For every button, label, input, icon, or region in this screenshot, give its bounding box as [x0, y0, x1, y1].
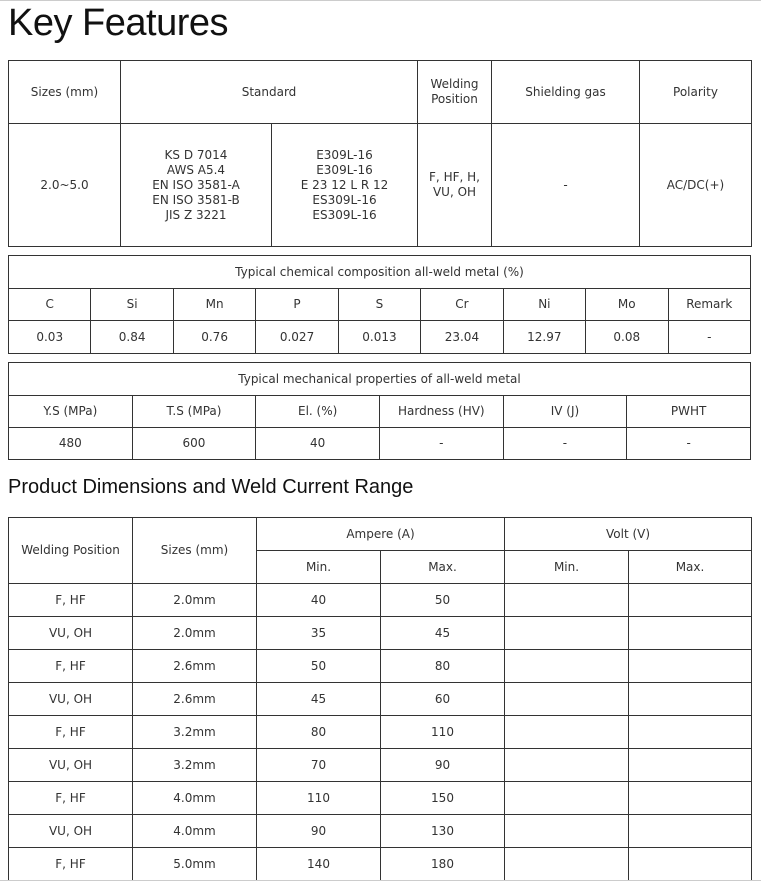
mech-header: T.S (MPa) [132, 396, 256, 428]
dim-header-position: Welding Position [9, 518, 133, 584]
row-amp-max: 90 [381, 749, 505, 782]
page-title: Key Features [8, 2, 228, 44]
chemical-table [8, 255, 751, 354]
row-volt-min [505, 650, 629, 683]
row-amp-min: 50 [257, 650, 381, 683]
row-position: VU, OH [9, 815, 133, 848]
table-row [9, 815, 752, 848]
row-volt-max [629, 716, 752, 749]
row-volt-max [629, 749, 752, 782]
header-standard: Standard [121, 61, 418, 124]
chem-value: 23.04 [421, 321, 503, 354]
value-welding-position: F, HF, H, VU, OH [418, 124, 492, 247]
row-volt-min [505, 716, 629, 749]
classification-item: ES309L-16 [312, 192, 377, 207]
dim-header-volt-max: Max. [629, 551, 752, 584]
chem-value: - [668, 321, 751, 354]
chem-header: Mn [173, 289, 255, 321]
mech-header: PWHT [627, 396, 751, 428]
row-size: 5.0mm [133, 848, 257, 881]
row-amp-min: 40 [257, 584, 381, 617]
standard-item: EN ISO 3581-B [152, 192, 240, 207]
row-size: 2.6mm [133, 683, 257, 716]
table-row [9, 584, 752, 617]
mech-value: - [503, 428, 627, 460]
chem-header: S [338, 289, 420, 321]
row-size: 2.6mm [133, 650, 257, 683]
chem-value: 0.76 [173, 321, 255, 354]
chem-header: C [9, 289, 91, 321]
value-shielding-gas: - [492, 124, 640, 247]
standards-left [121, 124, 272, 247]
table-row [9, 650, 752, 683]
chem-value: 12.97 [503, 321, 585, 354]
row-amp-min: 110 [257, 782, 381, 815]
standard-item: JIS Z 3221 [165, 207, 227, 222]
classification-item: E 23 12 L R 12 [300, 177, 389, 192]
row-amp-min: 80 [257, 716, 381, 749]
row-position: F, HF [9, 584, 133, 617]
mech-header: El. (%) [256, 396, 380, 428]
top-divider [0, 0, 761, 1]
table-row [9, 848, 752, 881]
row-amp-max: 130 [381, 815, 505, 848]
row-position: F, HF [9, 782, 133, 815]
chem-value: 0.08 [586, 321, 668, 354]
chemical-value-row [9, 321, 751, 354]
mech-value: 40 [256, 428, 380, 460]
table-row [9, 749, 752, 782]
row-amp-min: 70 [257, 749, 381, 782]
chem-header: Mo [586, 289, 668, 321]
dim-header-amp-min: Min. [257, 551, 381, 584]
mechanical-title-row [9, 363, 751, 396]
bottom-divider [0, 880, 761, 881]
row-position: VU, OH [9, 683, 133, 716]
table-row [9, 782, 752, 815]
row-volt-min [505, 749, 629, 782]
row-amp-min: 35 [257, 617, 381, 650]
dim-header-row [9, 518, 752, 551]
row-amp-max: 180 [381, 848, 505, 881]
chem-value: 0.84 [91, 321, 173, 354]
row-volt-max [629, 782, 752, 815]
row-amp-min: 90 [257, 815, 381, 848]
classification-item: E309L-16 [316, 147, 373, 162]
mech-value: 480 [9, 428, 133, 460]
chem-value: 0.027 [256, 321, 338, 354]
header-sizes: Sizes (mm) [9, 61, 121, 124]
row-size: 2.0mm [133, 617, 257, 650]
classification-item: E309L-16 [316, 162, 373, 177]
chemical-title-row [9, 256, 751, 289]
mech-header: Y.S (MPa) [9, 396, 133, 428]
chem-value: 0.013 [338, 321, 420, 354]
row-amp-max: 45 [381, 617, 505, 650]
row-position: F, HF [9, 848, 133, 881]
chem-header: Si [91, 289, 173, 321]
standards-right [272, 124, 418, 247]
row-position: F, HF [9, 716, 133, 749]
row-amp-min: 45 [257, 683, 381, 716]
mechanical-header-row [9, 396, 751, 428]
standard-item: EN ISO 3581-A [152, 177, 240, 192]
value-polarity: AC/DC(+) [640, 124, 752, 247]
row-volt-max [629, 815, 752, 848]
mech-header: Hardness (HV) [379, 396, 503, 428]
dim-header-volt-min: Min. [505, 551, 629, 584]
header-welding-position: Welding Position [418, 61, 492, 124]
standard-item: AWS A5.4 [166, 162, 226, 177]
row-volt-max [629, 650, 752, 683]
dim-header-ampere: Ampere (A) [257, 518, 505, 551]
chem-header: Remark [668, 289, 751, 321]
row-volt-min [505, 683, 629, 716]
features-header-row [9, 61, 752, 124]
mechanical-table [8, 362, 751, 460]
classification-item: ES309L-16 [312, 207, 377, 222]
features-value-row [9, 124, 752, 247]
row-position: VU, OH [9, 749, 133, 782]
mech-value: 600 [132, 428, 256, 460]
chem-value: 0.03 [9, 321, 91, 354]
dim-header-amp-max: Max. [381, 551, 505, 584]
chem-header: Ni [503, 289, 585, 321]
features-table [8, 60, 752, 247]
table-row [9, 716, 752, 749]
mech-header: IV (J) [503, 396, 627, 428]
mech-value: - [627, 428, 751, 460]
row-volt-max [629, 683, 752, 716]
row-size: 4.0mm [133, 815, 257, 848]
row-volt-min [505, 617, 629, 650]
mech-value: - [379, 428, 503, 460]
row-size: 2.0mm [133, 584, 257, 617]
table-row [9, 617, 752, 650]
section-title: Product Dimensions and Weld Current Range [8, 476, 414, 498]
row-volt-min [505, 782, 629, 815]
row-position: VU, OH [9, 617, 133, 650]
row-volt-min [505, 848, 629, 881]
header-polarity: Polarity [640, 61, 752, 124]
row-volt-max [629, 617, 752, 650]
row-amp-max: 110 [381, 716, 505, 749]
standard-item: KS D 7014 [164, 147, 228, 162]
chemical-title: Typical chemical composition all-weld metal (%) [9, 256, 751, 289]
dimensions-table [8, 517, 752, 881]
table-row [9, 683, 752, 716]
row-size: 3.2mm [133, 749, 257, 782]
row-amp-max: 80 [381, 650, 505, 683]
row-volt-max [629, 584, 752, 617]
row-amp-min: 140 [257, 848, 381, 881]
row-amp-max: 60 [381, 683, 505, 716]
value-sizes: 2.0~5.0 [9, 124, 121, 247]
chem-header: P [256, 289, 338, 321]
row-volt-min [505, 584, 629, 617]
chemical-header-row [9, 289, 751, 321]
row-size: 3.2mm [133, 716, 257, 749]
row-volt-min [505, 815, 629, 848]
row-position: F, HF [9, 650, 133, 683]
row-amp-max: 150 [381, 782, 505, 815]
header-shielding-gas: Shielding gas [492, 61, 640, 124]
row-size: 4.0mm [133, 782, 257, 815]
dim-header-volt: Volt (V) [505, 518, 752, 551]
dim-header-sizes: Sizes (mm) [133, 518, 257, 584]
row-volt-max [629, 848, 752, 881]
chem-header: Cr [421, 289, 503, 321]
mechanical-value-row [9, 428, 751, 460]
mechanical-title: Typical mechanical properties of all-weld metal [9, 363, 751, 396]
row-amp-max: 50 [381, 584, 505, 617]
